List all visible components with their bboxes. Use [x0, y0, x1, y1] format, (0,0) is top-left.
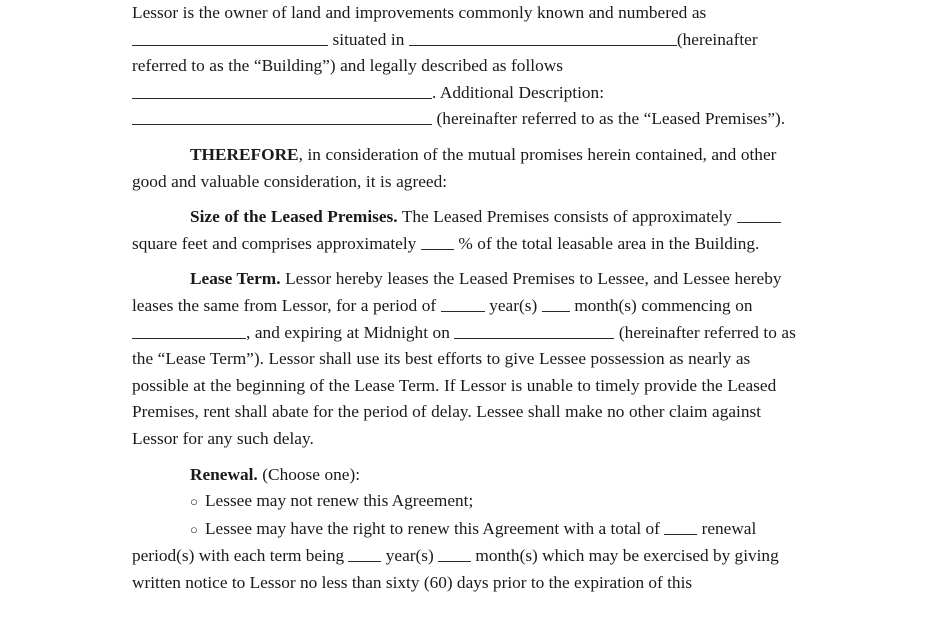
- size-text-3: % of the total leasable area in the Building.: [458, 233, 760, 253]
- lease-term-heading: Lease Term.: [190, 269, 281, 289]
- therefore-heading: THEREFORE: [190, 144, 299, 164]
- lease-term-text-4: , and expiring at Midnight on: [246, 322, 450, 342]
- renewal-option-2[interactable]: [132, 516, 796, 597]
- size-text-2: square feet and comprises approximately: [132, 233, 417, 253]
- size-heading: Size of the Leased Premises.: [190, 207, 398, 227]
- lease-term-text-5: (hereinafter referred to as the “Lease Term”). Lessor shall use its best efforts to give Lessee possession as nearly as possible at the beginning of the Lease Term. If Lessor is unable to timely provide the Leased Premises, rent shall abate for the period of delay. Lessee shall make no other claim against Lessor for any such delay.: [132, 322, 796, 448]
- blank-renewal-term-years[interactable]: [348, 546, 381, 562]
- blank-renewal-periods[interactable]: [664, 519, 697, 535]
- blank-legal-description[interactable]: [132, 83, 432, 99]
- blank-term-months[interactable]: [542, 296, 570, 312]
- lease-term-text-2: year(s): [489, 295, 538, 315]
- lease-term-text-3: month(s) commencing on: [574, 295, 753, 315]
- premises-text-5: Additional Description:: [439, 82, 605, 102]
- renewal-option-1-text: Lessee may not renew this Agreement;: [205, 491, 474, 511]
- renewal-option-2-text-2: renewal period(s) with each term being: [132, 518, 757, 566]
- premises-text-2: situated in: [332, 29, 405, 49]
- blank-commencement-date[interactable]: [132, 323, 246, 339]
- renewal-instruction: (Choose one):: [257, 464, 361, 484]
- premises-text-6: (hereinafter referred to as the “Leased Premises”).: [436, 109, 786, 129]
- renewal-option-1[interactable]: [132, 488, 796, 516]
- lease-term-text-1: Lessor hereby leases the Leased Premises to Lessee, and Lessee hereby leases the same from Lessor, for a period of: [132, 269, 782, 315]
- blank-expiration-date[interactable]: [454, 323, 614, 339]
- renewal-heading: Renewal.: [190, 464, 258, 484]
- premises-text-3: (hereinafter referred to as the “Building”) and legally described as follows: [132, 29, 758, 76]
- blank-percent-leasable-area[interactable]: [421, 234, 454, 250]
- blank-square-feet[interactable]: [737, 207, 781, 223]
- premises-text-4: .: [432, 82, 437, 102]
- paragraph-size-of-leased-premises: [132, 204, 796, 257]
- blank-additional-description[interactable]: [132, 110, 432, 126]
- therefore-body: , in consideration of the mutual promises herein contained, and other good and valuable consideration, it is agreed:: [132, 144, 777, 191]
- blank-property-address[interactable]: [132, 30, 328, 46]
- radio-circle-icon[interactable]: ○: [190, 521, 198, 537]
- premises-text-1: Lessor is the owner of land and improvements commonly known and numbered as: [132, 3, 707, 22]
- renewal-option-2-text-4: month(s) which may be exercised by giving written notice to Lessor no less than sixty (60) days prior to the expiration of this: [132, 546, 779, 592]
- paragraph-premises-identification: [132, 0, 796, 133]
- blank-term-years[interactable]: [441, 296, 485, 312]
- size-text-1: The Leased Premises consists of approximately: [397, 207, 733, 227]
- paragraph-therefore: [132, 142, 796, 195]
- renewal-option-2-text-3: year(s): [385, 546, 434, 566]
- radio-circle-icon[interactable]: ○: [190, 494, 198, 510]
- blank-renewal-term-months[interactable]: [438, 546, 471, 562]
- renewal-option-2-text-1: Lessee may have the right to renew this Agreement with a total of: [205, 518, 660, 538]
- paragraph-lease-term: [132, 266, 796, 452]
- blank-city-state[interactable]: [409, 30, 677, 46]
- document-body: [132, 0, 796, 596]
- paragraph-renewal-heading: [132, 462, 796, 489]
